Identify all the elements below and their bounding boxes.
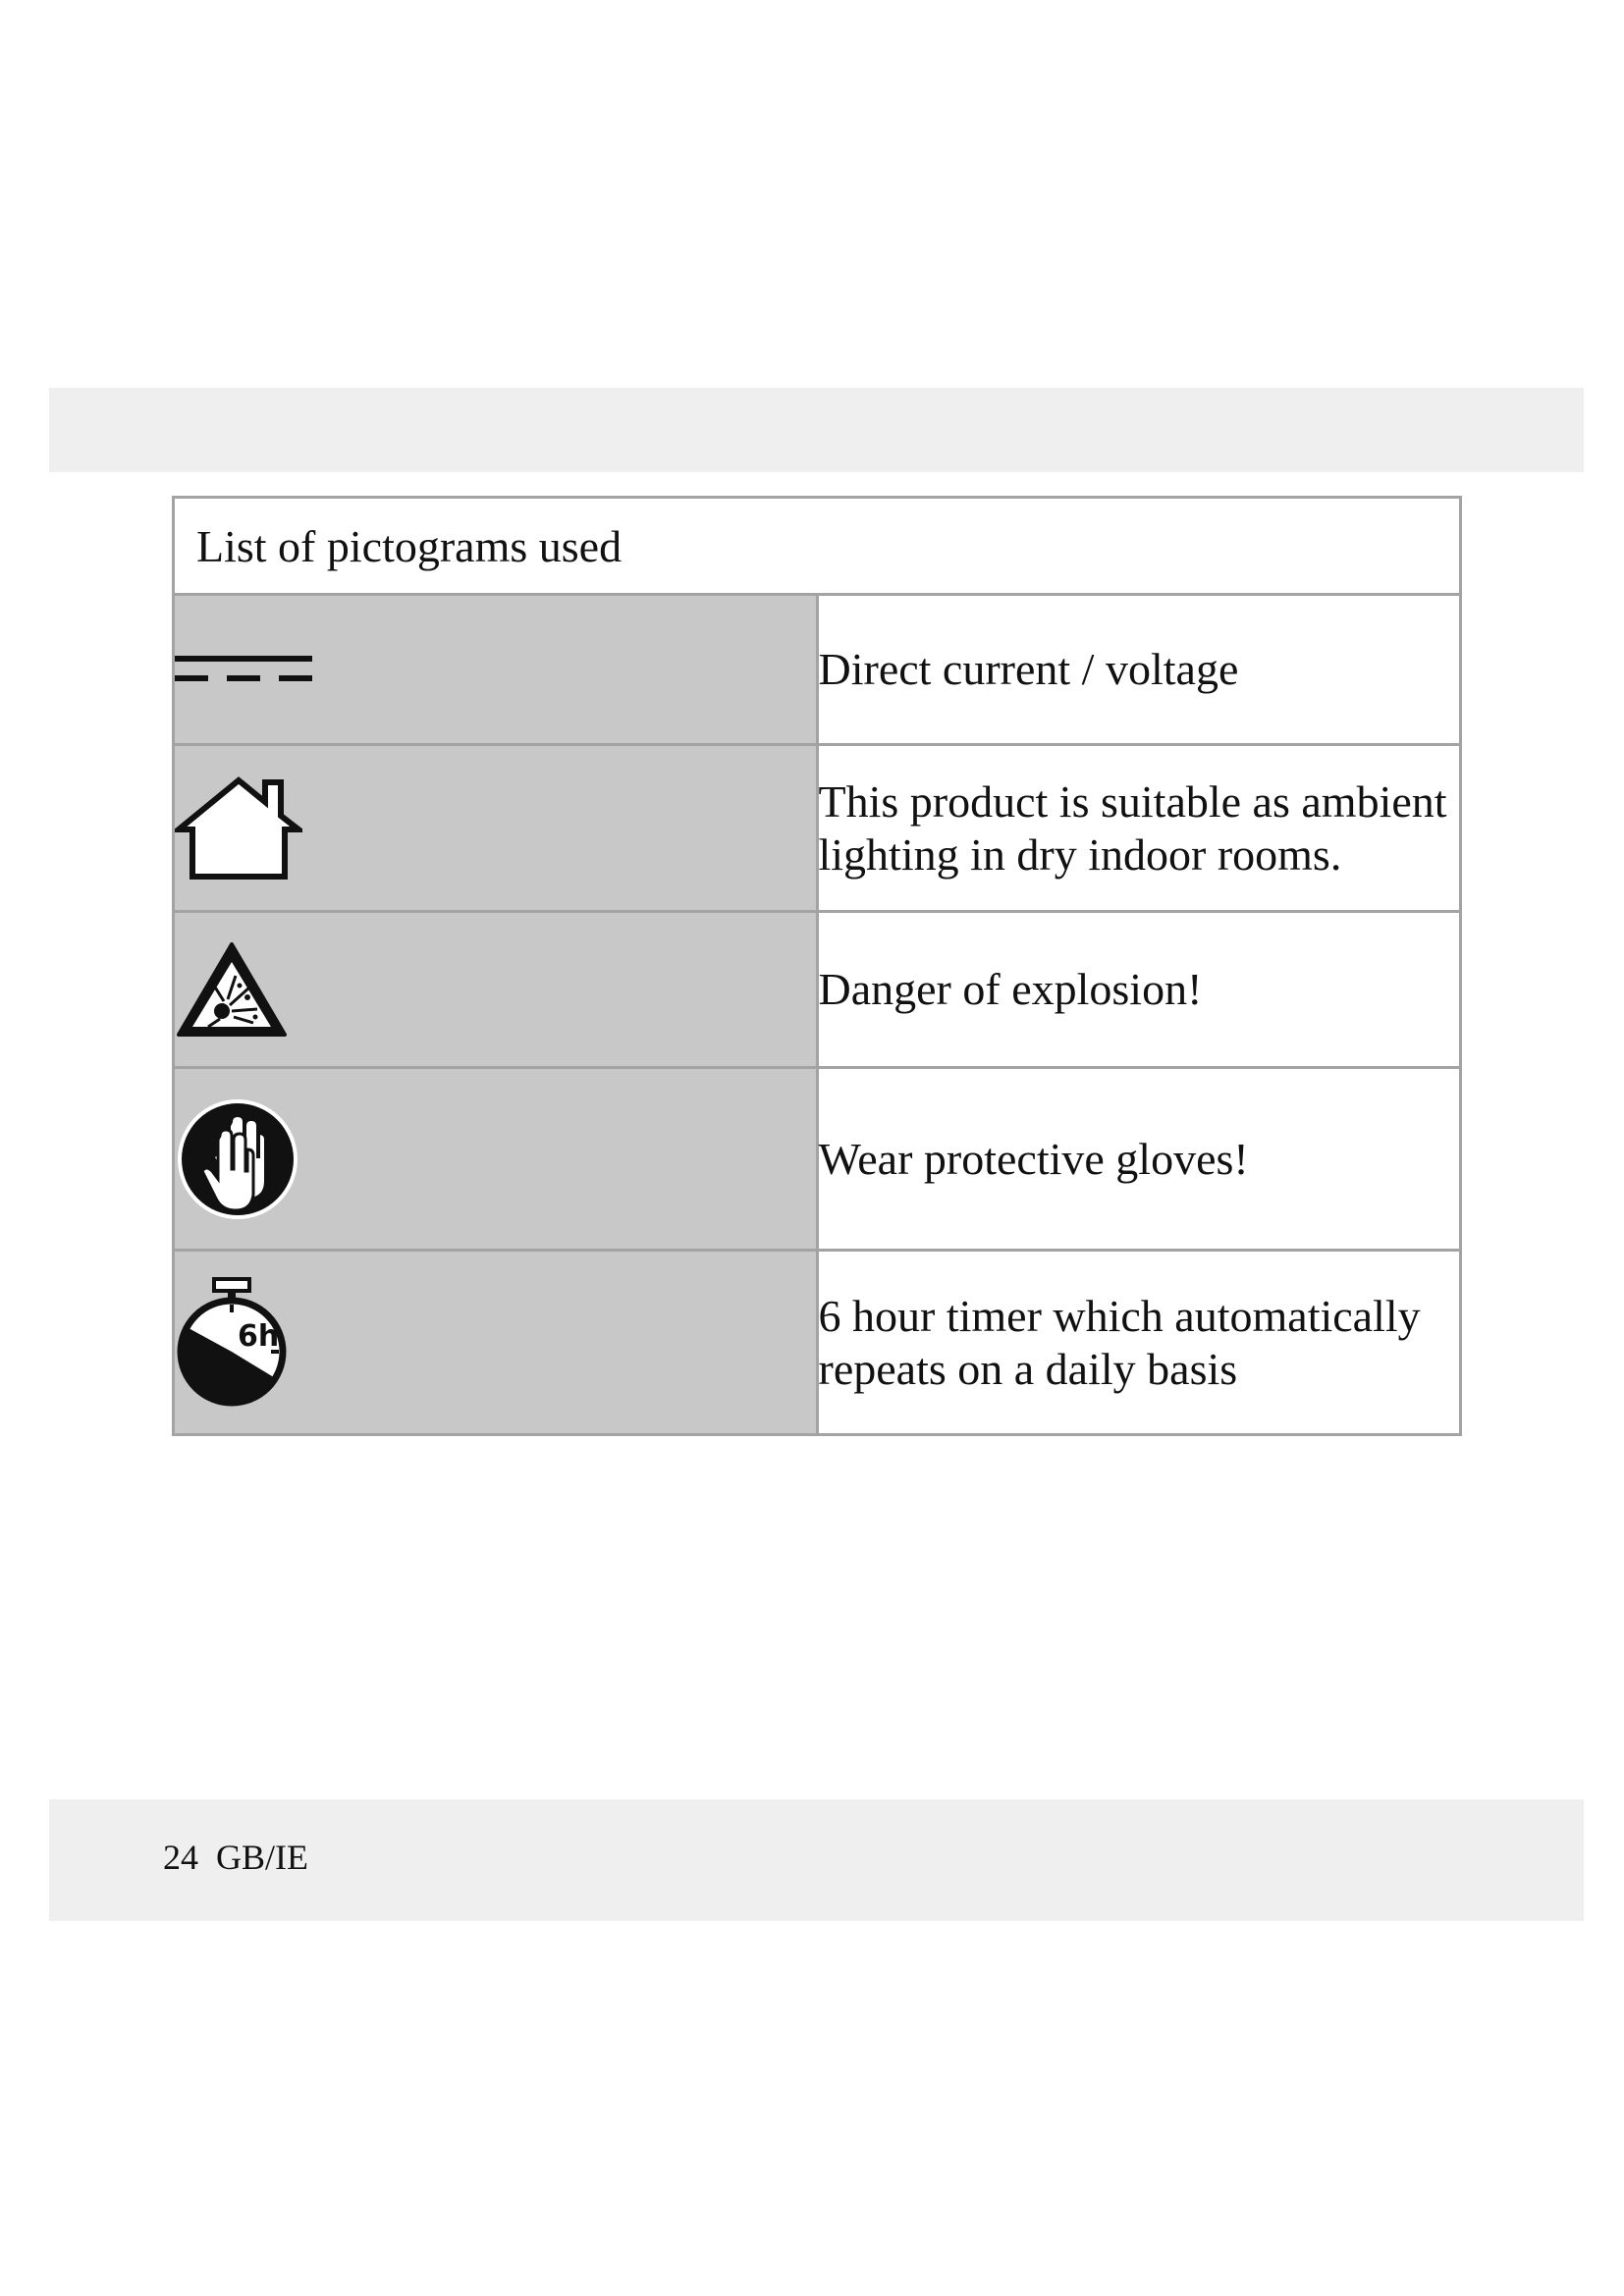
table-title: List of pictograms used <box>174 498 1461 595</box>
icon-cell <box>174 912 818 1068</box>
timer-label: 6h <box>238 1318 280 1354</box>
protective-gloves-icon <box>175 1096 300 1222</box>
row-text: Danger of explosion! <box>817 912 1461 1068</box>
table-row <box>174 1068 1461 1251</box>
timer-6h-icon <box>175 1277 289 1409</box>
page-number: 24 <box>163 1838 198 1877</box>
locale-label: GB/IE <box>216 1838 308 1877</box>
pictogram-table <box>172 496 1462 1436</box>
house-indoor-icon <box>175 774 302 882</box>
header-band <box>49 388 1584 472</box>
icon-cell <box>174 595 818 745</box>
row-text: Direct current / voltage <box>817 595 1461 745</box>
direct-current-icon <box>175 650 312 689</box>
row-text: Wear protective gloves! <box>817 1068 1461 1251</box>
row-text: 6 hour timer which automatically repeats on a daily basis <box>817 1251 1461 1435</box>
table-row <box>174 745 1461 912</box>
page-footer <box>163 1836 308 1879</box>
table-row <box>174 1251 1461 1435</box>
explosion-warning-icon <box>175 940 289 1039</box>
table-header-row <box>174 498 1461 595</box>
icon-cell <box>174 1251 818 1435</box>
icon-cell <box>174 1068 818 1251</box>
table-row <box>174 595 1461 745</box>
icon-cell <box>174 745 818 912</box>
table-row <box>174 912 1461 1068</box>
row-text: This product is suitable as ambient lighting in dry indoor rooms. <box>817 745 1461 912</box>
